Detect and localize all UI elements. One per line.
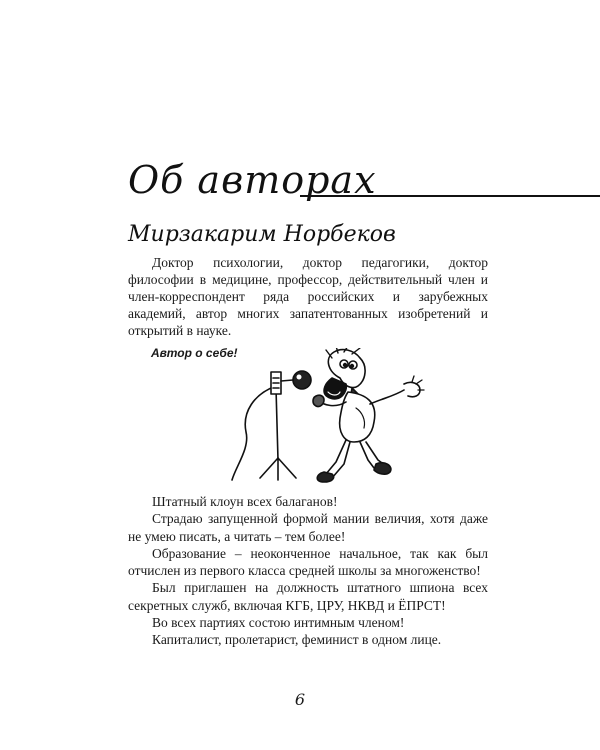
paragraph: Страдаю запущенной формой мании величия, хотя даже не умею писать, а читать – тем более!	[128, 511, 488, 544]
cartoon-man-singing-into-microphone-icon	[228, 348, 460, 486]
chapter-title: Об авторах	[128, 158, 377, 202]
page-number: 6	[294, 690, 306, 709]
author-self-description	[128, 493, 488, 649]
paragraph: Во всех партиях состою интимным членом!	[152, 615, 405, 631]
illustration-caption: Автор о себе!	[151, 346, 238, 360]
chapter-heading	[128, 150, 488, 210]
paragraph: Образование – неоконченное начальное, так как был отчислен из первого класса средней школы за многоженство!	[128, 545, 488, 579]
author-name: Мирзакарим Норбеков	[128, 222, 396, 247]
paragraph: Капиталист, пролетарист, феминист в одном лице.	[152, 632, 442, 648]
title-underline	[300, 195, 600, 197]
paragraph: Штатный клоун всех балаганов!	[152, 494, 338, 509]
author-bio: Доктор психологии, доктор педагогики, доктор философии в медицине, профессор, действительный член и член-корреспондент ряда российских и зарубежных академий, автор многих запатентованных изобретений и открытий в науке.	[128, 255, 488, 338]
paragraph: Был приглашен на должность штатного шпиона всех секретных служб, включая КГБ, ЦРУ, НКВД и ЁПРСТ!	[128, 580, 488, 613]
